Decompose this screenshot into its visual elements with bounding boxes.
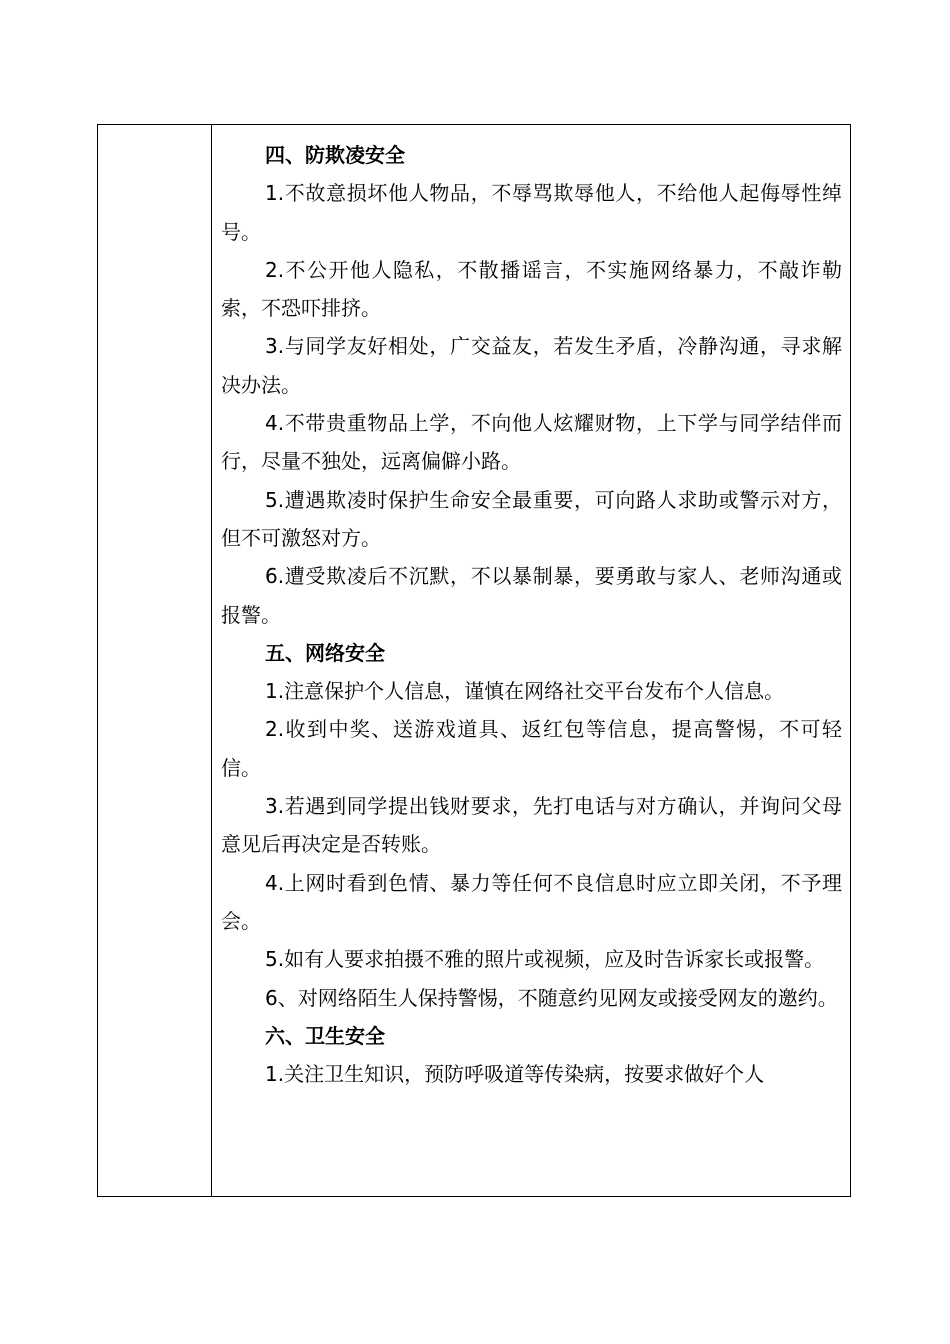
paragraph: 3.若遇到同学提出钱财要求，先打电话与对方确认，并询问父母意见后再决定是否转账。 (221, 794, 842, 857)
table-content-cell (212, 125, 850, 1196)
paragraph: 1.关注卫生知识，预防呼吸道等传染病，按要求做好个人 (265, 1062, 765, 1087)
section-heading-anti-bullying: 四、防欺凌安全 (265, 143, 405, 167)
paragraph: 5.如有人要求拍摄不雅的照片或视频，应及时告诉家长或报警。 (265, 947, 825, 972)
paragraph: 4.上网时看到色情、暴力等任何不良信息时应立即关闭，不予理会。 (221, 870, 842, 933)
paragraph: 2.不公开他人隐私，不散播谣言，不实施网络暴力，不敲诈勒索，不恐吓排挤。 (221, 257, 842, 321)
paragraph: 6.遭受欺凌后不沉默，不以暴制暴，要勇敢与家人、老师沟通或报警。 (221, 564, 842, 627)
section-heading-internet-safety: 五、网络安全 (265, 640, 385, 665)
document-table (97, 124, 851, 1197)
paragraph: 3.与同学友好相处，广交益友，若发生矛盾，冷静沟通，寻求解决办法。 (221, 334, 842, 397)
paragraph: 5.遭遇欺凌时保护生命安全最重要，可向路人求助或警示对方，但不可激怒对方。 (221, 487, 842, 550)
paragraph: 1.注意保护个人信息，谨慎在网络社交平台发布个人信息。 (265, 679, 785, 704)
table-left-cell (98, 125, 212, 1196)
paragraph: 2.收到中奖、送游戏道具、返红包等信息，提高警惕，不可轻信。 (221, 717, 842, 780)
paragraph: 1.不故意损坏他人物品，不辱骂欺辱他人，不给他人起侮辱性绰号。 (221, 181, 842, 244)
section-heading-hygiene-safety: 六、卫生安全 (265, 1023, 385, 1048)
paragraph: 4.不带贵重物品上学，不向他人炫耀财物，上下学与同学结伴而行，尽量不独处，远离偏僻小路。 (221, 411, 842, 474)
paragraph: 6、对网络陌生人保持警惕，不随意约见网友或接受网友的邀约。 (265, 985, 838, 1010)
